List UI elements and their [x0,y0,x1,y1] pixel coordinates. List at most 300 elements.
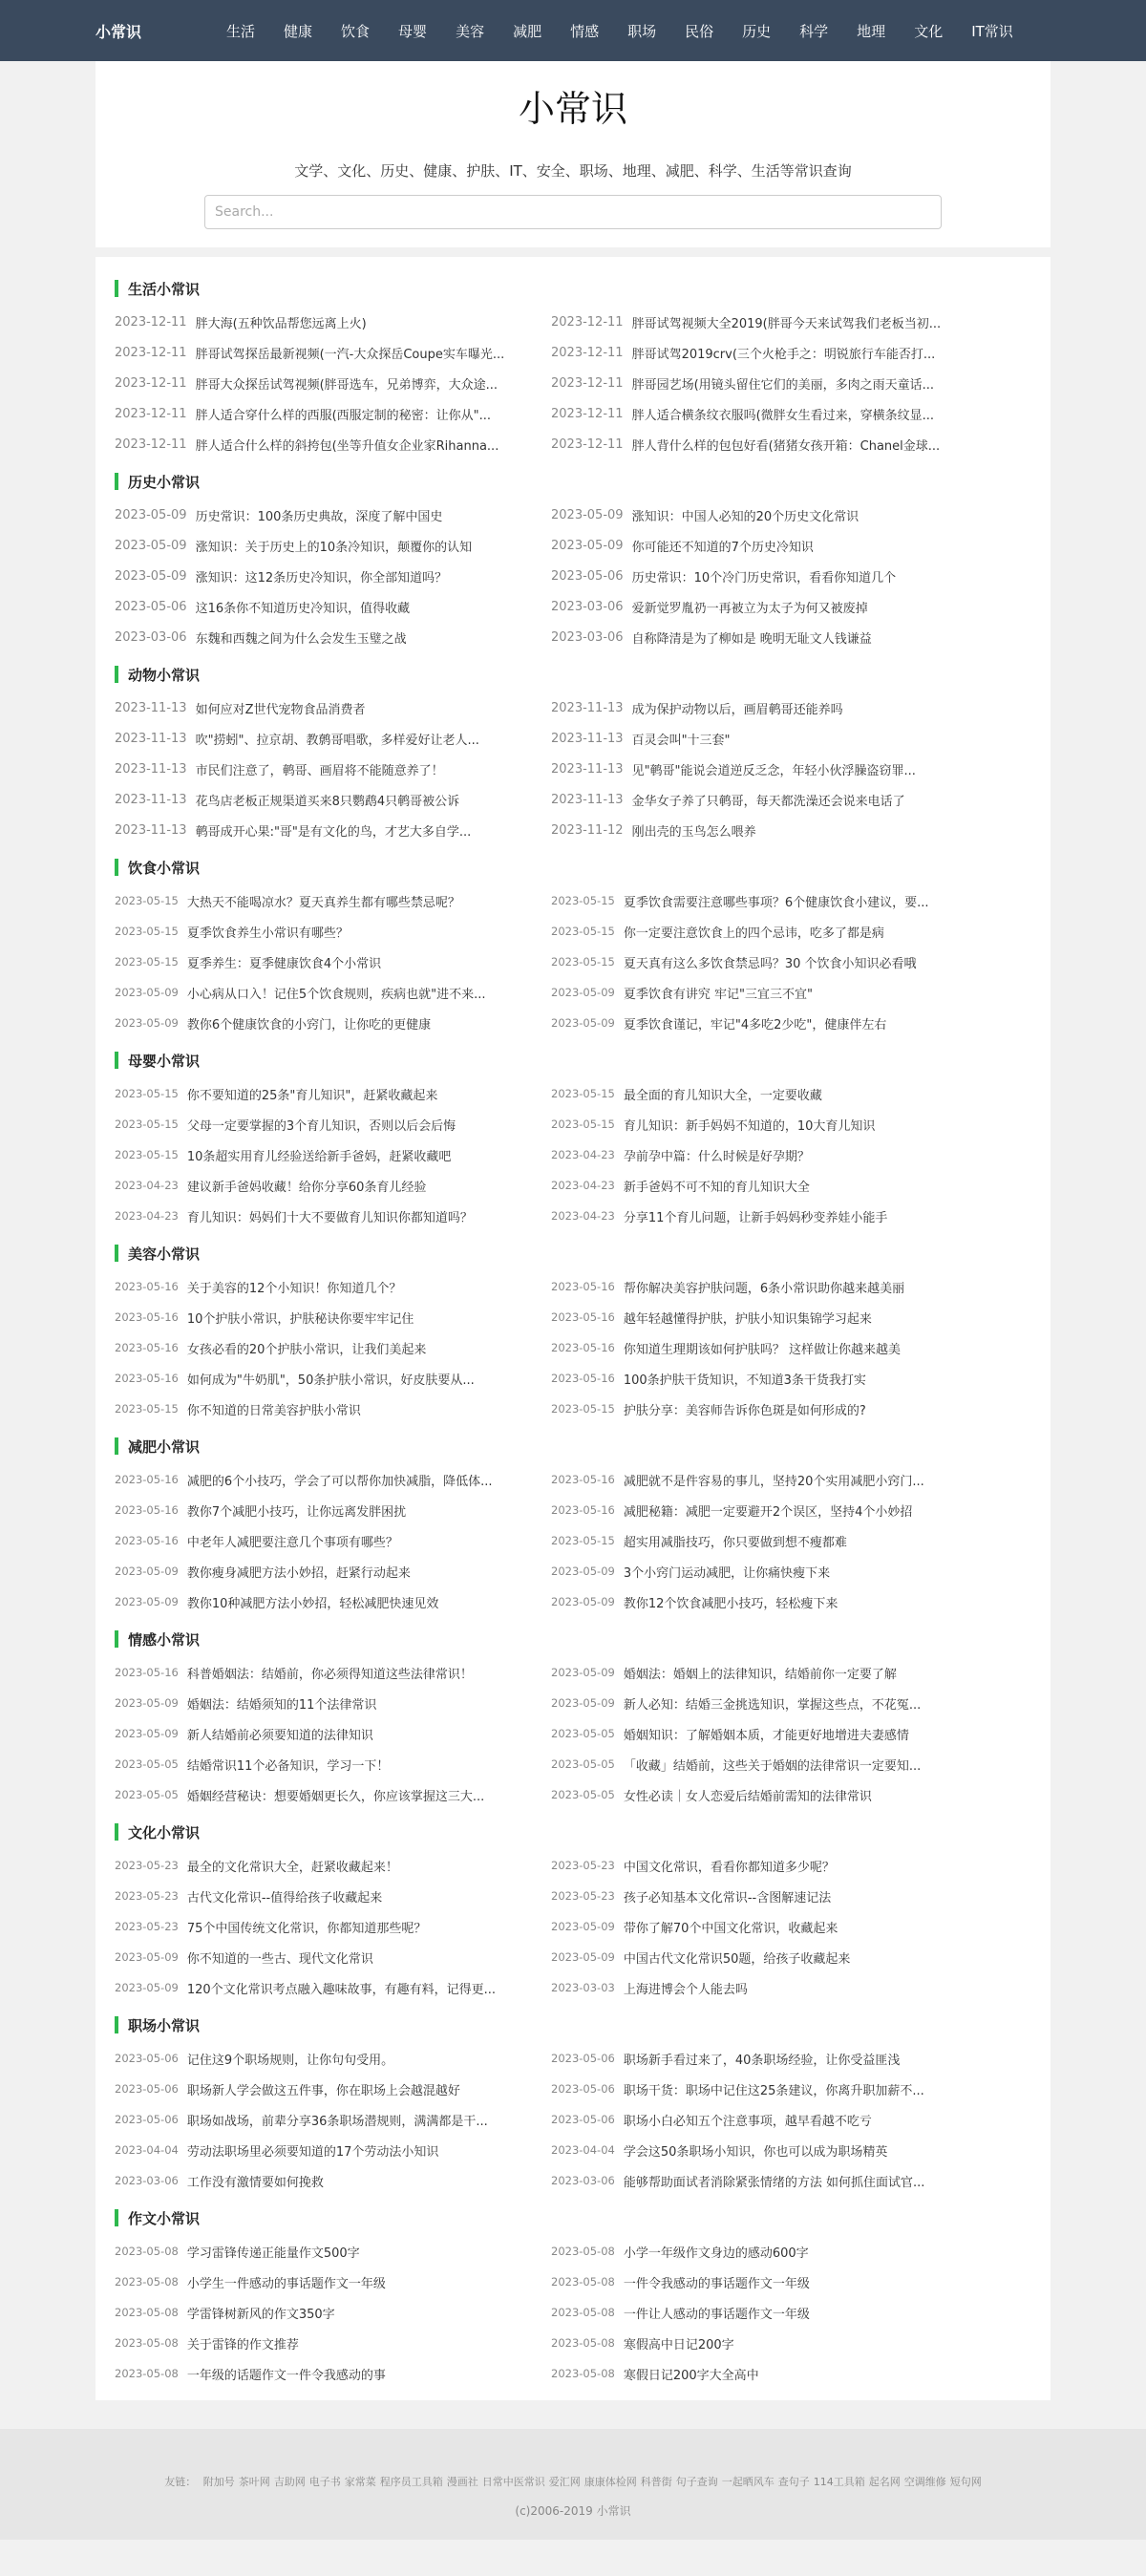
list-item [551,754,987,784]
item-date: 2023-05-15 [115,1118,179,1131]
item-title-link[interactable]: 胖哥试驾探岳最新视频(一汽-大众探岳Coupe实车曝光... [195,347,505,362]
item-title-link[interactable]: 历史常识：100条历史典故，深度了解中国史 [195,509,443,524]
list-item [551,500,987,530]
item-title-link[interactable]: 职场如战场，前辈分享36条职场潜规则，满满都是干... [186,2114,488,2129]
item-date: 2023-11-13 [551,792,624,807]
item-title-link[interactable]: 你知道生理期该如何护肤吗？ 这样做让你越来越美 [623,1342,901,1357]
item-title-link[interactable]: 「收藏」结婚前，这些关于婚姻的法律常识一定要知... [623,1758,922,1774]
item-date: 2023-11-13 [551,700,624,715]
item-date: 2023-05-08 [551,2245,615,2258]
list-item [551,398,987,429]
item-title-link[interactable]: 夏天真有这么多饮食禁忌吗？30 个饮食小知识必看哦 [623,956,917,971]
item-date: 2023-11-13 [551,731,624,746]
list-item [115,1779,551,1810]
item-title-link[interactable]: 如何成为"牛奶肌"，50条护肤小常识，好皮肤要从... [186,1373,475,1388]
friend-link[interactable]: 茶叶网 [238,2476,270,2488]
item-title-link[interactable]: 帮你解决美容护肤问题，6条小常识助你越来越美丽 [623,1281,905,1296]
item-title-link[interactable]: 教你10种减肥方法小妙招，轻松减肥快速见效 [186,1596,439,1611]
item-date: 2023-05-09 [551,986,615,999]
item-date: 2023-05-23 [115,1920,179,1933]
item-title-link[interactable]: 越年轻越懂得护肤，护肤小知识集锦学习起来 [623,1311,872,1327]
item-date: 2023-05-08 [551,2275,615,2289]
item-title-link[interactable]: 小学一年级作文身边的感动600字 [623,2246,809,2261]
item-date: 2023-05-05 [115,1757,179,1771]
list-item [551,1749,987,1779]
item-date: 2023-05-06 [551,568,624,584]
item-title-link[interactable]: 胖哥大众探岳试驾视频(胖哥选车，兄弟博弈，大众途... [195,377,499,393]
item-date: 2023-05-15 [115,955,179,969]
item-title-link[interactable]: 减肥的6个小技巧，学会了可以帮你加快减脂，降低体... [186,1474,493,1489]
nav-link[interactable]: 生活 [226,22,256,40]
nav-link[interactable]: 情感 [570,22,600,40]
item-title-link[interactable]: 教你7个减肥小技巧，让你远离发胖困扰 [186,1504,407,1520]
item-title-link[interactable]: 劳动法职场里必须要知道的17个劳动法小知识 [186,2144,439,2160]
item-title-link[interactable]: 学雷锋树新风的作文350字 [186,2307,335,2322]
list-item [551,307,987,337]
list-item [115,2267,551,2297]
category-section [96,278,1050,459]
list-item [551,2328,987,2358]
item-title-link[interactable]: 吹"捞蚓"、拉京胡、教鹩哥唱歌，多样爱好让老人... [195,733,479,748]
item-date: 2023-05-16 [115,1666,179,1679]
item-date: 2023-05-09 [115,1016,179,1030]
list-item [115,2135,551,2165]
list-item [115,1078,551,1109]
item-title-link[interactable]: 寒假高中日记200字 [623,2337,734,2352]
article-list [115,1657,1031,1810]
friend-link[interactable]: 漫画社 [446,2476,478,2488]
section-title-text[interactable]: 美容小常识 [128,1245,201,1263]
friend-link[interactable]: 吉助网 [273,2476,306,2488]
section-accent-bar [115,280,118,297]
item-date: 2023-12-11 [115,436,187,452]
list-item [551,723,987,754]
nav-link[interactable]: 民俗 [685,22,714,40]
item-date: 2023-05-08 [115,2275,179,2289]
item-title-link[interactable]: 东魏和西魏之间为什么会发生玉璧之战 [195,631,407,647]
footer [0,2429,1146,2540]
nav-link[interactable]: 健康 [284,22,313,40]
nav-link[interactable]: 地理 [857,22,886,40]
copyright: (c)2006-2019 小常识 [515,2504,631,2518]
nav-link[interactable]: 历史 [742,22,772,40]
list-item [551,1394,987,1424]
item-title-link[interactable]: 75个中国传统文化常识，你都知道那些呢？ [186,1921,427,1936]
section-title [115,471,1031,492]
friend-link[interactable]: 康康体检网 [584,2476,637,2488]
item-date: 2023-05-09 [551,1666,615,1679]
item-date: 2023-05-16 [115,1280,179,1293]
item-title-link[interactable]: 婚姻经营秘诀：想要婚姻更长久，你应该掌握这三大... [186,1789,485,1804]
section-title [115,1243,1031,1264]
item-date: 2023-03-06 [551,599,624,614]
item-title-link[interactable]: 刚出壳的玉鸟怎么喂养 [631,824,756,840]
list-item [115,1942,551,1972]
article-list [115,2043,1031,2196]
list-item [115,2297,551,2328]
item-title-link[interactable]: 你不知道的日常美容护肤小常识 [186,1403,361,1418]
item-title-link[interactable]: 胖哥试驾视频大全2019(胖哥今天来试驾我们老板当初... [631,316,942,331]
list-item [551,1657,987,1688]
list-item [551,2043,987,2074]
section-title-text[interactable]: 作文小常识 [128,2209,201,2227]
item-date: 2023-12-11 [551,436,624,452]
item-date: 2023-11-13 [115,731,187,746]
list-item [115,1657,551,1688]
list-item [115,1881,551,1911]
item-title-link[interactable]: 分享11个育儿问题，让新手妈妈秒变养娃小能手 [623,1210,888,1225]
item-title-link[interactable]: 你可能还不知道的7个历史冷知识 [631,540,814,555]
item-title-link[interactable]: 减肥就不是件容易的事儿，坚持20个实用减肥小窍门... [623,1474,924,1489]
section-title [115,1821,1031,1842]
item-title-link[interactable]: 最全的文化常识大全，赶紧收藏起来！ [186,1860,398,1875]
section-title-text[interactable]: 历史小常识 [128,473,201,491]
list-item [551,1881,987,1911]
list-item [551,1302,987,1332]
list-item [551,692,987,723]
list-item [551,368,987,398]
list-item [115,2043,551,2074]
item-title-link[interactable]: 最全面的育儿知识大全，一定要收藏 [623,1088,822,1103]
section-title-text[interactable]: 减肥小常识 [128,1437,201,1456]
list-item [115,1718,551,1749]
item-title-link[interactable]: 中国古代文化常识50题，给孩子收藏起来 [623,1951,851,1967]
article-list [115,1850,1031,2003]
item-date: 2023-05-09 [115,986,179,999]
item-title-link[interactable]: 100条护肤干货知识，不知道3条干货我打实 [623,1373,866,1388]
item-title-link[interactable]: 金华女子养了只鹌哥，每天都洗澡还会说来电话了 [631,794,905,809]
item-title-link[interactable]: 胖哥试驾2019crv(三个火枪手之：明锐旅行车能否打... [631,347,936,362]
item-title-link[interactable]: 古代文化常识--值得给孩子收藏起来 [186,1890,383,1905]
item-date: 2023-05-09 [115,1950,179,1964]
list-item [115,1201,551,1231]
item-date: 2023-05-15 [551,955,615,969]
item-date: 2023-05-15 [115,1087,179,1100]
item-title-link[interactable]: 孩子必知基本文化常识--含图解速记法 [623,1890,832,1905]
item-title-link[interactable]: 科普婚姻法：结婚前，你必须得知道这些法律常识！ [186,1667,473,1682]
list-item [115,2074,551,2104]
section-title [115,1629,1031,1650]
item-date: 2023-05-16 [551,1473,615,1486]
section-accent-bar [115,1823,118,1841]
item-date: 2023-05-09 [115,1727,179,1740]
friend-link[interactable]: 一起晒风车 [721,2476,775,2488]
item-date: 2023-05-09 [551,1016,615,1030]
item-title-link[interactable]: 夏季饮食谨记，牢记"4多吃2少吃"，健康伴左右 [623,1017,887,1033]
item-title-link[interactable]: 你不要知道的25条"育儿知识"，赶紧收藏起来 [186,1088,438,1103]
friend-link[interactable]: 句子查询 [675,2476,718,2488]
item-title-link[interactable]: 小学生一件感动的事话题作文一年级 [186,2276,386,2291]
item-title-link[interactable]: 胖人适合什么样的斜挎包(坐等升值女企业家Rihanna... [195,438,499,454]
list-item [115,1464,551,1495]
item-title-link[interactable]: 见"鹌哥"能说会道逆反乏念，年轻小伙浮臊盗窃罪... [631,763,916,778]
list-item [551,916,987,947]
item-title-link[interactable]: 学会这50条职场小知识，你也可以成为职场精英 [623,2144,888,2160]
item-date: 2023-05-09 [551,507,624,522]
section-title-text[interactable]: 文化小常识 [128,1823,201,1842]
item-date: 2023-05-05 [115,1788,179,1801]
item-date: 2023-05-05 [551,1727,615,1740]
item-date: 2023-05-09 [551,1920,615,1933]
item-date: 2023-11-13 [115,792,187,807]
item-date: 2023-05-09 [551,1565,615,1578]
item-title-link[interactable]: 婚姻知识：了解婚姻本质，才能更好地增进夫妻感情 [623,1728,909,1743]
item-title-link[interactable]: 鹌哥成开心果:"哥"是有文化的鸟，才艺大多自学... [195,824,472,840]
item-date: 2023-03-06 [551,629,624,645]
list-item [115,368,551,398]
friend-link[interactable]: 空调维修 [903,2476,946,2488]
item-title-link[interactable]: 婚姻法：婚姻上的法律知识，结婚前你一定要了解 [623,1667,897,1682]
section-title-text[interactable]: 动物小常识 [128,666,201,684]
section-title-text[interactable]: 饮食小常识 [128,859,201,877]
item-title-link[interactable]: 教你瘦身减肥方法小妙招，赶紧行动起来 [186,1565,411,1581]
hero-panel [96,61,1050,247]
list-item [551,1008,987,1038]
friend-link[interactable]: 114工具箱 [813,2476,865,2488]
list-item [551,2104,987,2135]
item-title-link[interactable]: 3个小窍门运动减肥，让你痛快瘦下来 [623,1565,831,1581]
list-item [551,1139,987,1170]
item-title-link[interactable]: 胖人适合穿什么样的西服(西服定制的秘密：让你从"... [195,408,492,423]
item-title-link[interactable]: 涨知识：关于历史上的10条冷知识，颠覆你的认知 [195,540,473,555]
item-date: 2023-05-08 [115,2245,179,2258]
nav-link[interactable]: 科学 [799,22,829,40]
list-item [551,1201,987,1231]
item-date: 2023-03-06 [115,2174,179,2187]
item-title-link[interactable]: 职场新手看过来了，40条职场经验，让你受益匪浅 [623,2053,901,2068]
category-section [96,1821,1050,2003]
friend-link[interactable]: 家常菜 [344,2476,376,2488]
item-title-link[interactable]: 爱新觉罗胤礽一再被立为太子为何又被废掉 [631,601,868,616]
item-date: 2023-05-15 [551,1402,615,1416]
item-title-link[interactable]: 护肤分享：美容师告诉你色斑是如何形成的? [623,1403,866,1418]
item-title-link[interactable]: 涨知识：中国人必知的20个历史文化常识 [631,509,860,524]
list-item [551,977,987,1008]
item-title-link[interactable]: 市民们注意了，鹌哥、画眉将不能随意养了！ [195,763,444,778]
list-item [551,429,987,459]
friend-link[interactable]: 起名网 [868,2476,901,2488]
section-title [115,1050,1031,1071]
list-item [115,1170,551,1201]
item-title-link[interactable]: 新手爸妈不可不知的育儿知识大全 [623,1180,810,1195]
item-title-link[interactable]: 夏季饮食养生小常识有哪些？ [186,926,349,941]
list-item [551,530,987,561]
item-date: 2023-12-11 [551,345,624,360]
item-title-link[interactable]: 女性必读｜女人恋爱后结婚前需知的法律常识 [623,1789,872,1804]
friend-link[interactable]: 程序员工具箱 [379,2476,443,2488]
item-date: 2023-05-08 [115,2306,179,2319]
item-date: 2023-05-06 [115,599,187,614]
friend-link[interactable]: 科普街 [640,2476,672,2488]
item-title-link[interactable]: 涨知识：这12条历史冷知识，你全部知道吗？ [195,570,448,585]
item-date: 2023-04-23 [551,1179,615,1192]
article-list [115,1271,1031,1424]
item-title-link[interactable]: 你一定要注意饮食上的四个忌讳，吃多了都是病 [623,926,884,941]
item-title-link[interactable]: 育儿知识：新手妈妈不知道的，10大育儿知识 [623,1118,876,1134]
item-date: 2023-05-16 [115,1534,179,1547]
item-date: 2023-05-09 [551,1950,615,1964]
item-title-link[interactable]: 中老年人减肥要注意几个事项有哪些？ [186,1535,398,1550]
list-item [551,1525,987,1556]
nav-link[interactable]: 美容 [456,22,485,40]
item-title-link[interactable]: 职场新人学会做这五件事，你在职场上会越混越好 [186,2083,460,2098]
item-title-link[interactable]: 小心病从口入！记住5个饮食规则，疾病也就"进不来... [186,987,486,1002]
list-item [115,2104,551,2135]
item-title-link[interactable]: 育儿知识：妈妈们十大不要做育儿知识你都知道吗？ [186,1210,473,1225]
item-title-link[interactable]: 夏季养生：夏季健康饮食4个小常识 [186,956,382,971]
item-title-link[interactable]: 职场干货：职场中记住这25条建议，你离升职加薪不... [623,2083,924,2098]
item-title-link[interactable]: 孕前孕中篇：什么时候是好孕期？ [623,1149,810,1164]
friend-link[interactable]: 日常中医常识 [481,2476,545,2488]
list-item [551,885,987,916]
item-date: 2023-11-12 [551,822,624,838]
item-title-link[interactable]: 学习雷锋传递正能量作文500字 [186,2246,360,2261]
list-item [551,1556,987,1586]
nav-link[interactable]: 母婴 [398,22,428,40]
item-date: 2023-12-11 [551,314,624,330]
item-title-link[interactable]: 新人必知：结婚三金挑选知识，掌握这些点，不花冤... [623,1697,922,1713]
item-date: 2023-11-13 [115,700,187,715]
item-date: 2023-05-23 [551,1889,615,1903]
item-title-link[interactable]: 一年级的话题作文一件令我感动的事 [186,2368,386,2383]
item-title-link[interactable]: 历史常识：10个冷门历史常识，看看你知道几个 [631,570,897,585]
item-title-link[interactable]: 10个护肤小常识，护肤秘诀你要牢牢记住 [186,1311,414,1327]
category-section [96,1436,1050,1617]
friend-link[interactable]: 附加号 [202,2476,235,2488]
section-title-text[interactable]: 生活小常识 [128,280,201,298]
item-title-link[interactable]: 夏季饮食有讲究 牢记"三宜三不宜" [623,987,813,1002]
item-title-link[interactable]: 大热天不能喝凉水？夏天真养生都有哪些禁忌呢？ [186,895,460,910]
list-item [551,784,987,815]
item-title-link[interactable]: 减肥秘籍：减肥一定要避开2个误区，坚持4个小妙招 [623,1504,913,1520]
item-title-link[interactable]: 一件令我感动的事话题作文一年级 [623,2276,810,2291]
item-title-link[interactable]: 百灵会叫"十三套" [631,733,731,748]
list-item [115,784,551,815]
item-title-link[interactable]: 中国文化常识，看看你都知道多少呢？ [623,1860,835,1875]
item-title-link[interactable]: 如何应对Z世代宠物食品消费者 [195,702,366,717]
list-item [115,337,551,368]
article-list [115,885,1031,1038]
item-title-link[interactable]: 教你12个饮食减肥小技巧，轻松瘦下来 [623,1596,838,1611]
friend-link[interactable]: 爱汇网 [548,2476,581,2488]
item-date: 2023-05-09 [115,568,187,584]
item-title-link[interactable]: 胖大海(五种饮品帮您远离上火) [195,316,367,331]
section-title [115,857,1031,878]
site-brand[interactable]: 小常识 [96,22,142,41]
item-title-link[interactable]: 带你了解70个中国文化常识，收藏起来 [623,1921,838,1936]
item-title-link[interactable]: 胖人背什么样的包包好看(猪猪女孩开箱：Chanel金球... [631,438,941,454]
item-title-link[interactable]: 超实用减脂技巧，你只要做到想不瘦都难 [623,1535,847,1550]
list-item [551,947,987,977]
item-date: 2023-05-16 [115,1503,179,1517]
item-title-link[interactable]: 建议新手爸妈收藏！给你分享60条育儿经验 [186,1180,427,1195]
friend-link[interactable]: 查句子 [777,2476,810,2488]
list-item [115,429,551,459]
nav-link[interactable]: 饮食 [341,22,371,40]
list-item [115,916,551,947]
section-accent-bar [115,859,118,876]
item-title-link[interactable]: 女孩必看的20个护肤小常识，让我们美起来 [186,1342,427,1357]
item-title-link[interactable]: 花鸟店老板正规渠道买来8只鹦鹉4只鹌哥被公诉 [195,794,460,809]
item-date: 2023-05-08 [551,2306,615,2319]
section-title-text[interactable]: 情感小常识 [128,1630,201,1649]
item-title-link[interactable]: 结婚常识11个必备知识，学习一下！ [186,1758,390,1774]
section-title-text[interactable]: 母婴小常识 [128,1052,201,1070]
list-item [115,692,551,723]
friend-link[interactable]: 电子书 [308,2476,341,2488]
item-title-link[interactable]: 上海进博会个人能去吗 [623,1982,748,1997]
item-title-link[interactable]: 一件让人感动的事话题作文一年级 [623,2307,810,2322]
item-title-link[interactable]: 你不知道的一些古、现代文化常识 [186,1951,373,1967]
item-title-link[interactable]: 胖哥园艺场(用镜头留住它们的美丽，多肉之雨天童话... [631,377,935,393]
item-date: 2023-05-15 [551,894,615,907]
nav-link[interactable]: 减肥 [513,22,542,40]
item-date: 2023-05-16 [551,1280,615,1293]
list-item [115,307,551,337]
item-title-link[interactable]: 能够帮助面试者消除紧张情绪的方法 如何抓住面试官... [623,2175,925,2190]
friend-link[interactable]: 短句网 [949,2476,982,2488]
list-item [551,2074,987,2104]
item-title-link[interactable]: 关于美容的12个小知识！你知道几个？ [186,1281,402,1296]
list-item [551,1779,987,1810]
item-title-link[interactable]: 成为保护动物以后，画眉鹌哥还能养吗 [631,702,843,717]
item-date: 2023-05-09 [551,1696,615,1710]
item-title-link[interactable]: 婚姻法：结婚须知的11个法律常识 [186,1697,377,1713]
nav-link[interactable]: 文化 [914,22,944,40]
nav-link[interactable]: IT常识 [971,22,1013,40]
list-item [551,1586,987,1617]
item-date: 2023-05-06 [115,2082,179,2096]
item-title-link[interactable]: 记住这9个职场规则，让你句句受用。 [186,2053,394,2068]
item-title-link[interactable]: 自称降清是为了柳如是 晚明无耻文人钱谦益 [631,631,872,647]
list-item [115,1911,551,1942]
list-item [115,1749,551,1779]
list-item [115,1139,551,1170]
article-list [115,1464,1031,1617]
list-item [551,1688,987,1718]
item-title-link[interactable]: 教你6个健康饮食的小窍门，让你吃的更健康 [186,1017,432,1033]
item-title-link[interactable]: 这16条你不知道历史冷知识，值得收藏 [195,601,411,616]
item-date: 2023-05-06 [115,2113,179,2126]
item-title-link[interactable]: 夏季饮食需要注意哪些事项？6个健康饮食小建议，要... [623,895,929,910]
item-title-link[interactable]: 工作没有激情要如何挽救 [186,2175,324,2190]
item-title-link[interactable]: 120个文化常识考点融入趣味故事，有趣有料，记得更... [186,1982,497,1997]
item-date: 2023-05-08 [551,2336,615,2350]
section-title [115,278,1031,299]
nav-links [212,21,1028,41]
category-section [96,664,1050,845]
item-title-link[interactable]: 10条超实用育儿经验送给新手爸妈，赶紧收藏吧 [186,1149,452,1164]
item-title-link[interactable]: 胖人适合横条纹衣服吗(微胖女生看过来，穿横条纹显... [631,408,935,423]
list-item [115,1556,551,1586]
item-title-link[interactable]: 职场小白必知五个注意事项，越早看越不吃亏 [623,2114,872,2129]
list-item [115,977,551,1008]
item-date: 2023-05-08 [115,2336,179,2350]
item-title-link[interactable]: 关于雷锋的作文推荐 [186,2337,299,2352]
search-input[interactable] [204,195,942,229]
item-date: 2023-05-15 [115,1402,179,1416]
list-item [115,1586,551,1617]
item-title-link[interactable]: 寒假日记200字大全高中 [623,2368,759,2383]
nav-link[interactable]: 职场 [627,22,657,40]
item-title-link[interactable]: 新人结婚前必须要知道的法律知识 [186,1728,373,1743]
section-title-text[interactable]: 职场小常识 [128,2016,201,2034]
list-item [115,1302,551,1332]
list-item [115,1688,551,1718]
item-date: 2023-05-15 [115,894,179,907]
item-title-link[interactable]: 父母一定要掌握的3个育儿知识，否则以后会后悔 [186,1118,456,1134]
section-accent-bar [115,1630,118,1648]
